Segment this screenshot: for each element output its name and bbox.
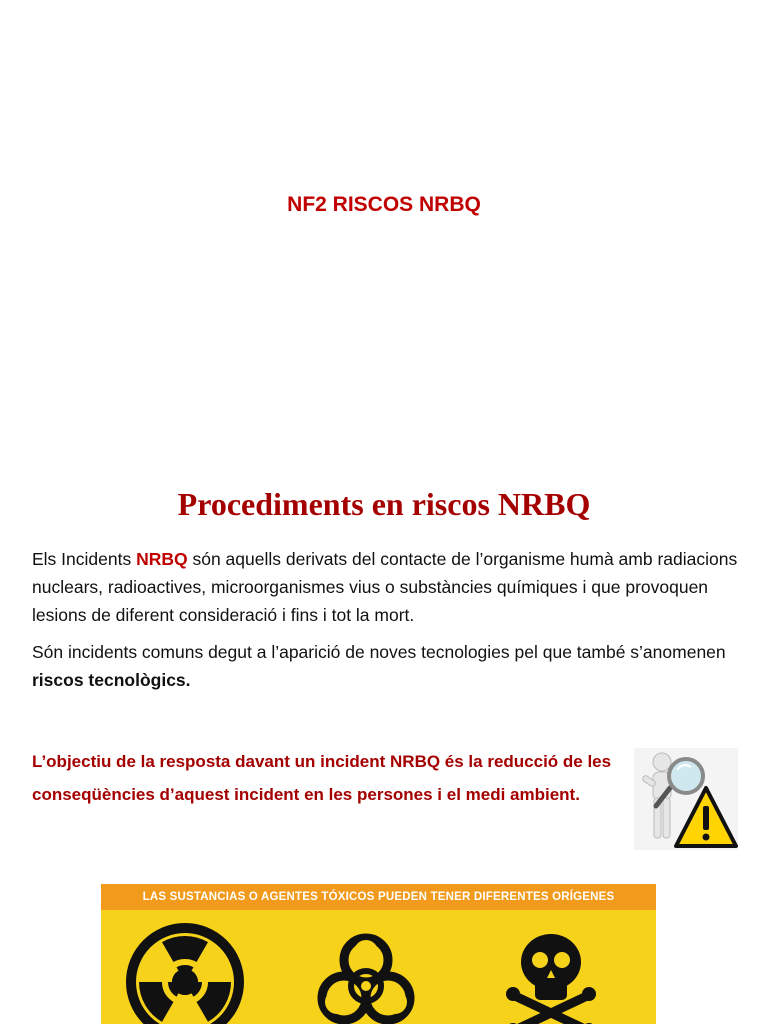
radiation-icon (125, 922, 245, 1024)
inspector-warning-illustration (634, 748, 738, 850)
skull-crossbones-icon (501, 926, 601, 1024)
nrbq-highlight: NRBQ (136, 549, 188, 569)
technology-paragraph (32, 638, 744, 694)
tech-risks-term: riscos tecnològics. (32, 670, 191, 690)
toxic-agents-poster (101, 884, 656, 1024)
intro-text-rest: són aquells derivats del contacte de l’organisme humà amb radiacions nuclears, radioactives, microorganismes vius o substàncies químiques i que provoquen lesions de diferent consideració i fins i tot la mort. (32, 549, 738, 625)
section-heading: Procediments en riscos NRBQ (177, 486, 591, 522)
intro-paragraph (32, 545, 744, 629)
objective-statement: L’objectiu de la resposta davant un incident NRBQ és la reducció de les conseqüències d’aquest incident en les persones i el medi ambient. (32, 752, 612, 804)
technology-text: Són incidents comuns degut a l’aparició de noves tecnologies pel que també s’anomenen (32, 642, 726, 662)
intro-text-start: Els Incidents (32, 549, 137, 569)
biohazard-icon (311, 930, 421, 1024)
warning-icon (676, 788, 736, 846)
poster-banner: LAS SUSTANCIAS O AGENTES TÓXICOS PUEDEN TENER DIFERENTES ORÍGENES (101, 884, 656, 910)
document-subtitle: NF2 RISCOS NRBQ (287, 193, 481, 216)
